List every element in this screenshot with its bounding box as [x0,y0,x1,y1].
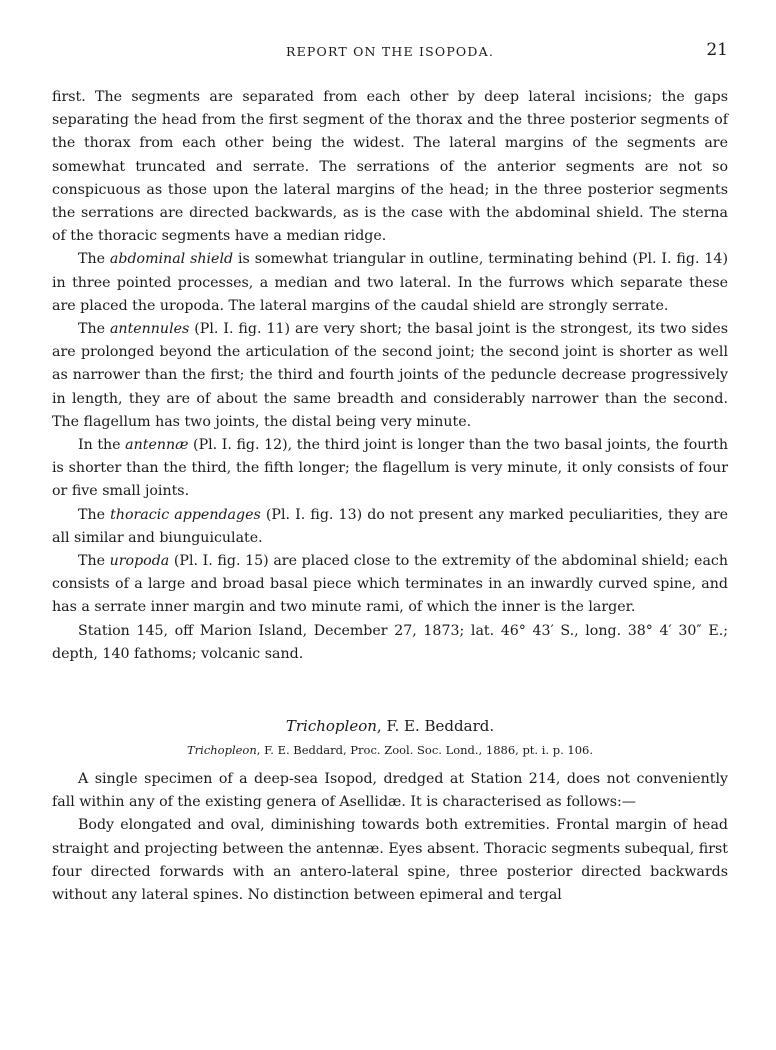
term-abdominal-shield: abdominal shield [109,251,234,268]
term-antennules: antennules [109,321,190,338]
text-post: (Pl. I. fig. 15) are placed close to the extremity of the abdominal shield; each consists of a large and broad basal piece which terminates in an inwardly curved spine, and has a serrate inner margin and two minute rami, of which the inner is the larger. [52,553,728,616]
text-post: (Pl. I. fig. 12), the third joint is longer than the two basal joints, the fourth is shorter than the third, the fifth longer; the flagellum is very minute, it only consists of four or five small joints. [52,437,728,500]
paragraph-body-description: Body elongated and oval, diminishing towards both extremities. Frontal margin of head straight and projecting between the antennæ. Eyes absent. Thoracic segments subequal, first four directed forwards with an antero-lateral spine, three posterior directed backwards without any lateral spines. No distinction between epimeral and tergal [52,817,728,904]
term-thoracic-appendages: thoracic appendages [110,506,261,523]
page-number: 21 [706,40,728,60]
text-pre: The [78,321,110,338]
running-head [52,40,728,64]
term-antennae: antennæ [125,437,189,454]
section-title [52,714,728,738]
text-pre: In the [78,437,126,454]
term-uropoda: uropoda [109,553,170,570]
author-name: , F. E. Beddard. [376,717,495,736]
page [52,40,728,907]
paragraph-antennules [52,318,728,434]
citation-reference: , F. E. Beddard, Proc. Zool. Soc. Lond., 1886, pt. i. p. 106. [256,743,594,758]
genus-name: Trichopleon [285,717,377,736]
text-pre: The [78,506,111,523]
paragraph-thoracic-appendages [52,504,728,550]
paragraph-uropoda [52,550,728,620]
citation-genus: Trichopleon [186,743,257,758]
text-post: (Pl. I. fig. 11) are very short; the basal joint is the strongest, its two sides are prolonged beyond the articulation of the second joint; the second joint is shorter as well as narrower than the first; the third and fourth joints of the peduncle decrease progressively in length, they are of about the same breadth and considerably narrower than the second. The flagellum has two joints, the distal being very minute. [52,321,728,430]
text-pre: The [78,251,110,268]
paragraph-specimen: A single specimen of a deep-sea Isopod, dredged at Station 214, does not conveniently fall within any of the existing genera of Asellidæ. It is characterised as follows:— [52,771,728,811]
running-title: REPORT ON THE ISOPODA. [285,44,495,59]
text-post: (Pl. I. fig. 13) do not present any marked peculiarities, they are all similar and biunguiculate. [52,506,729,546]
paragraph-segments: first. The segments are separated from each other by deep lateral incisions; the gaps separating the head from the first segment of the thorax and the three posterior segments of the thorax from each other being the widest. The lateral margins of the segments are somewhat truncated and serrate. The serrations of the anterior segments are not so conspicuous as those upon the lateral margins of the head; in the three posterior segments the serrations are directed backwards, as is the case with the abdominal shield. The sterna of the thoracic segments have a median ridge. [52,89,728,245]
section-spacer [52,666,728,714]
text-pre: The [78,553,110,570]
paragraph-abdominal-shield [52,248,728,318]
paragraph-station: Station 145, off Marion Island, December 27, 1873; lat. 46° 43′ S., long. 38° 4′ 30″ E.; depth, 140 fathoms; volcanic sand. [52,622,728,662]
paragraph-antennae [52,434,728,504]
citation [52,742,728,758]
text-post: is somewhat triangular in outline, terminating behind (Pl. I. fig. 14) in three pointed processes, a median and two lateral. In the furrows which separate these are placed the uropoda. The lateral margins of the caudal shield are strongly serrate. [52,251,728,314]
